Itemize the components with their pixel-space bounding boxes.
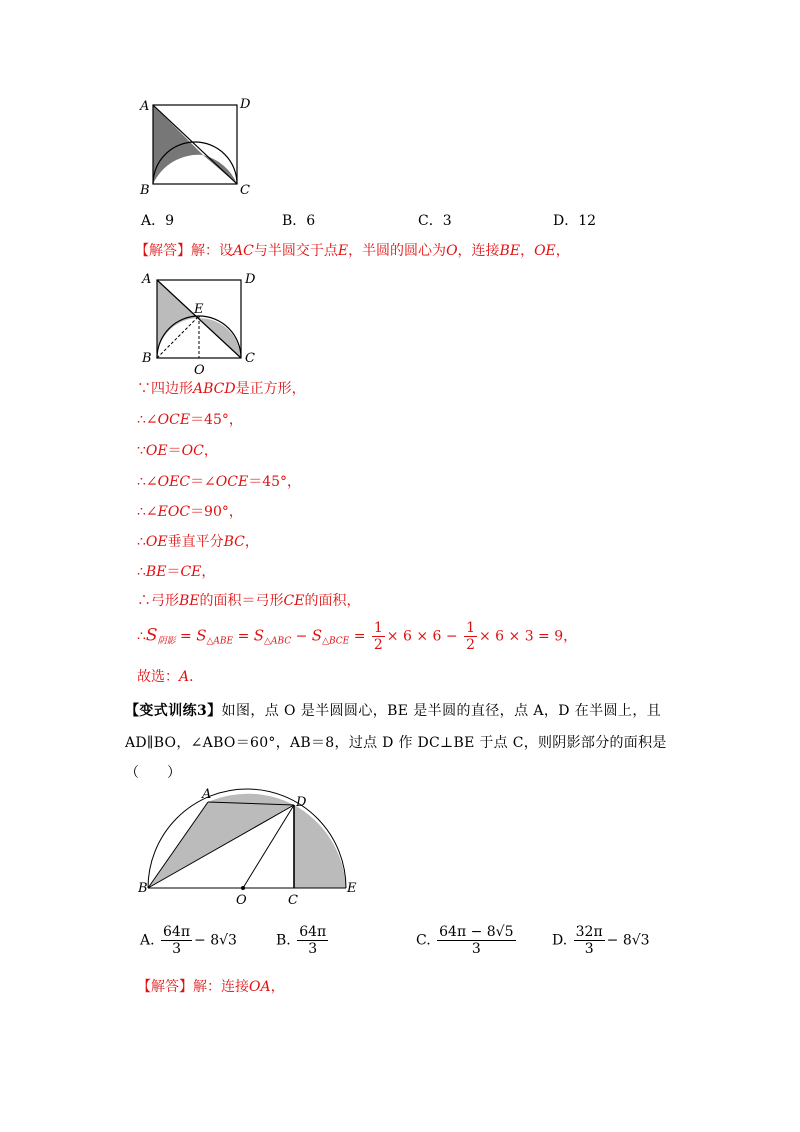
option-letter: A． <box>141 213 166 229</box>
svg-text:E: E <box>347 881 357 896</box>
option-letter: C． <box>418 213 443 229</box>
step-1: ∵四边形ABCD是正方形， <box>137 381 306 397</box>
step-7: ∴BE＝CE， <box>137 564 216 580</box>
question-3-line-2: AD∥BO，∠ABO＝60°，AB＝8，过点 D 作 DC⊥BE 于点 C，则阴影部分的面积是 <box>125 735 667 751</box>
figure-semicircle <box>138 786 368 910</box>
svg-text:D: D <box>296 795 307 810</box>
solution-intro: 【解答】解：设AC与半圆交于点E，半圆的圆心为O，连接BE，OE， <box>135 243 570 259</box>
q3-option-a: A. $\frac{64\pi}{3}$ − 8√3 <box>140 924 237 957</box>
svg-text:C: C <box>288 893 298 908</box>
option-value: 6 <box>306 213 316 229</box>
svg-text:B: B <box>138 881 148 896</box>
final-answer: 故选：A． <box>137 669 204 685</box>
option-value: 3 <box>442 213 452 229</box>
svg-text:E: E <box>194 302 204 317</box>
option-letter: D． <box>553 213 579 229</box>
label-b: B <box>140 183 150 198</box>
question-3-line-1: 【变式训练3】如图，点 O 是半圆圆心，BE 是半圆的直径，点 A，D 在半圆上，且 <box>125 703 662 719</box>
q3-option-c: C. $\frac{64\pi - 8√5}{3}$ <box>416 924 514 957</box>
svg-text:C: C <box>245 351 255 366</box>
svg-text:B: B <box>142 351 152 366</box>
label-c: C <box>240 183 250 198</box>
figure-square-1 <box>136 96 256 200</box>
step-2: ∴∠OCE＝45°， <box>137 412 243 428</box>
option-b <box>282 212 315 230</box>
option-letter: B． <box>282 213 307 229</box>
step-4: ∴∠OEC＝∠OCE＝45°， <box>137 474 302 490</box>
area-formula: $\therefore S_{阴影} = S_{\triangle ABE} = S_{\triangle ABC} - S_{\triangle BCE}$ = $\frac{1}{2}$ × 6 × 6 − $\frac{1}{2}$ × 6 × 3 = 9， <box>137 620 578 653</box>
step-6: ∴OE垂直平分BC， <box>137 534 259 550</box>
question-3-line-3: （ ） <box>125 765 181 781</box>
step-8: ∴弓形BE的面积＝弓形CE的面积， <box>137 593 361 609</box>
option-d <box>553 212 596 230</box>
option-value: 9 <box>165 213 175 229</box>
fraction-half: $\frac{1}{2}$ <box>466 620 475 653</box>
figure-square-2 <box>136 266 266 378</box>
step-5: ∴∠EOC＝90°， <box>137 504 243 520</box>
q3-option-b: B. $\frac{64\pi}{3}$ <box>276 924 327 957</box>
label-d: D <box>240 97 251 112</box>
solution-3-intro: 【解答】解：连接OA， <box>137 979 285 995</box>
svg-text:D: D <box>245 272 256 287</box>
answer-tag: 【解答】 <box>135 243 191 259</box>
q3-option-d: D. $\frac{32\pi}{3}$ − 8√3 <box>552 924 650 957</box>
fraction-half: $\frac{1}{2}$ <box>373 620 383 653</box>
option-value: 12 <box>578 213 597 229</box>
shaded-region <box>157 280 199 358</box>
step-3: ∵OE＝OC， <box>137 443 218 459</box>
svg-text:A: A <box>202 787 212 802</box>
question-tag: 【变式训练3】 <box>125 703 222 719</box>
option-c <box>418 212 452 230</box>
label-a: A <box>140 99 150 114</box>
option-a <box>141 212 174 230</box>
svg-text:A: A <box>142 272 152 287</box>
svg-text:O: O <box>236 893 247 908</box>
svg-text:O: O <box>194 363 205 378</box>
